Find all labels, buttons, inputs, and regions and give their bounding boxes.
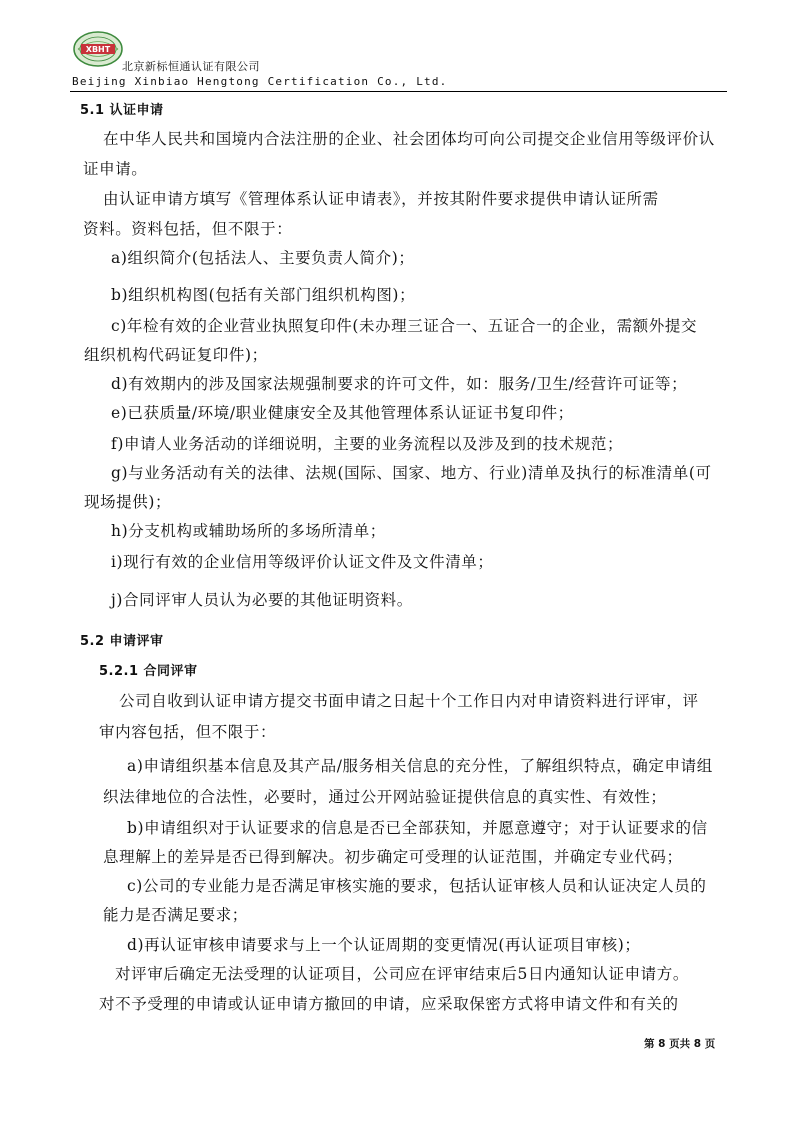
- list-item-h: h)分支机构或辅助场所的多场所清单；: [111, 522, 386, 540]
- paragraph-line: 公司自收到认证申请方提交书面申请之日起十个工作日内对申请资料进行评审，评: [119, 692, 699, 710]
- review-item-d: d)再认证审核申请要求与上一个认证周期的变更情况(再认证项目审核)；: [127, 936, 641, 954]
- section-5-2-heading: 5.2 申请评审: [80, 634, 164, 649]
- review-item-a-cont: 织法律地位的合法性，必要时，通过公开网站验证提供信息的真实性、有效性；: [103, 788, 667, 806]
- paragraph-line: 对不予受理的申请或认证申请方撤回的申请，应采取保密方式将申请文件和有关的: [99, 995, 679, 1013]
- list-item-a: a)组织简介(包括法人、主要负责人简介)；: [111, 249, 415, 267]
- logo-emblem: [72, 30, 124, 68]
- paragraph-line: 资料。资料包括，但不限于：: [83, 220, 293, 238]
- list-item-c-cont: 组织机构代码证复印件)；: [84, 346, 268, 364]
- paragraph-line: 在中华人民共和国境内合法注册的企业、社会团体均可向公司提交企业信用等级评价认: [103, 130, 715, 148]
- company-name-cn: 北京新标恒通认证有限公司: [122, 60, 260, 73]
- review-item-b-cont: 息理解上的差异是否已得到解决。初步确定可受理的认证范围，并确定专业代码；: [103, 848, 683, 866]
- list-item-j: j)合同评审人员认为必要的其他证明资料。: [111, 591, 413, 609]
- company-logo: [72, 30, 124, 68]
- paragraph-line: 审内容包括，但不限于：: [99, 723, 277, 741]
- list-item-c: c)年检有效的企业营业执照复印件(未办理三证合一、五证合一的企业，需额外提交: [111, 317, 698, 335]
- review-item-b: b)申请组织对于认证要求的信息是否已全部获知，并愿意遵守；对于认证要求的信: [127, 819, 708, 837]
- page-number: 第 8 页共 8 页: [644, 1038, 716, 1050]
- paragraph-line: 对评审后确定无法受理的认证项目，公司应在评审结束后5日内通知认证申请方。: [115, 965, 689, 983]
- list-item-d: d)有效期内的涉及国家法规强制要求的许可文件，如：服务/卫生/经营许可证等；: [111, 375, 688, 393]
- list-item-g-cont: 现场提供)；: [84, 493, 172, 511]
- list-item-f: f)申请人业务活动的详细说明，主要的业务流程以及涉及到的技术规范；: [111, 435, 624, 453]
- company-name-en: Beijing Xinbiao Hengtong Certification Co., Ltd.: [72, 75, 448, 88]
- section-5-2-1-heading: 5.2.1 合同评审: [99, 664, 198, 679]
- section-5-1-heading: 5.1 认证申请: [80, 103, 164, 118]
- paragraph-line: 证申请。: [83, 160, 148, 178]
- list-item-b: b)组织机构图(包括有关部门组织机构图)；: [111, 286, 416, 304]
- list-item-g: g)与业务活动有关的法律、法规(国际、国家、地方、行业)清单及执行的标准清单(可: [111, 464, 712, 482]
- logo-text: XBHT: [85, 45, 111, 54]
- paragraph-line: 由认证申请方填写《管理体系认证申请表》，并按其附件要求提供申请认证所需: [103, 190, 659, 208]
- review-item-a: a)申请组织基本信息及其产品/服务相关信息的充分性，了解组织特点，确定申请组: [127, 757, 713, 775]
- review-item-c-cont: 能力是否满足要求；: [103, 906, 248, 924]
- list-item-e: e)已获质量/环境/职业健康安全及其他管理体系认证证书复印件；: [111, 404, 574, 422]
- header-divider: [70, 91, 727, 92]
- list-item-i: i)现行有效的企业信用等级评价认证文件及文件清单；: [111, 553, 494, 571]
- review-item-c: c)公司的专业能力是否满足审核实施的要求，包括认证审核人员和认证决定人员的: [127, 877, 707, 895]
